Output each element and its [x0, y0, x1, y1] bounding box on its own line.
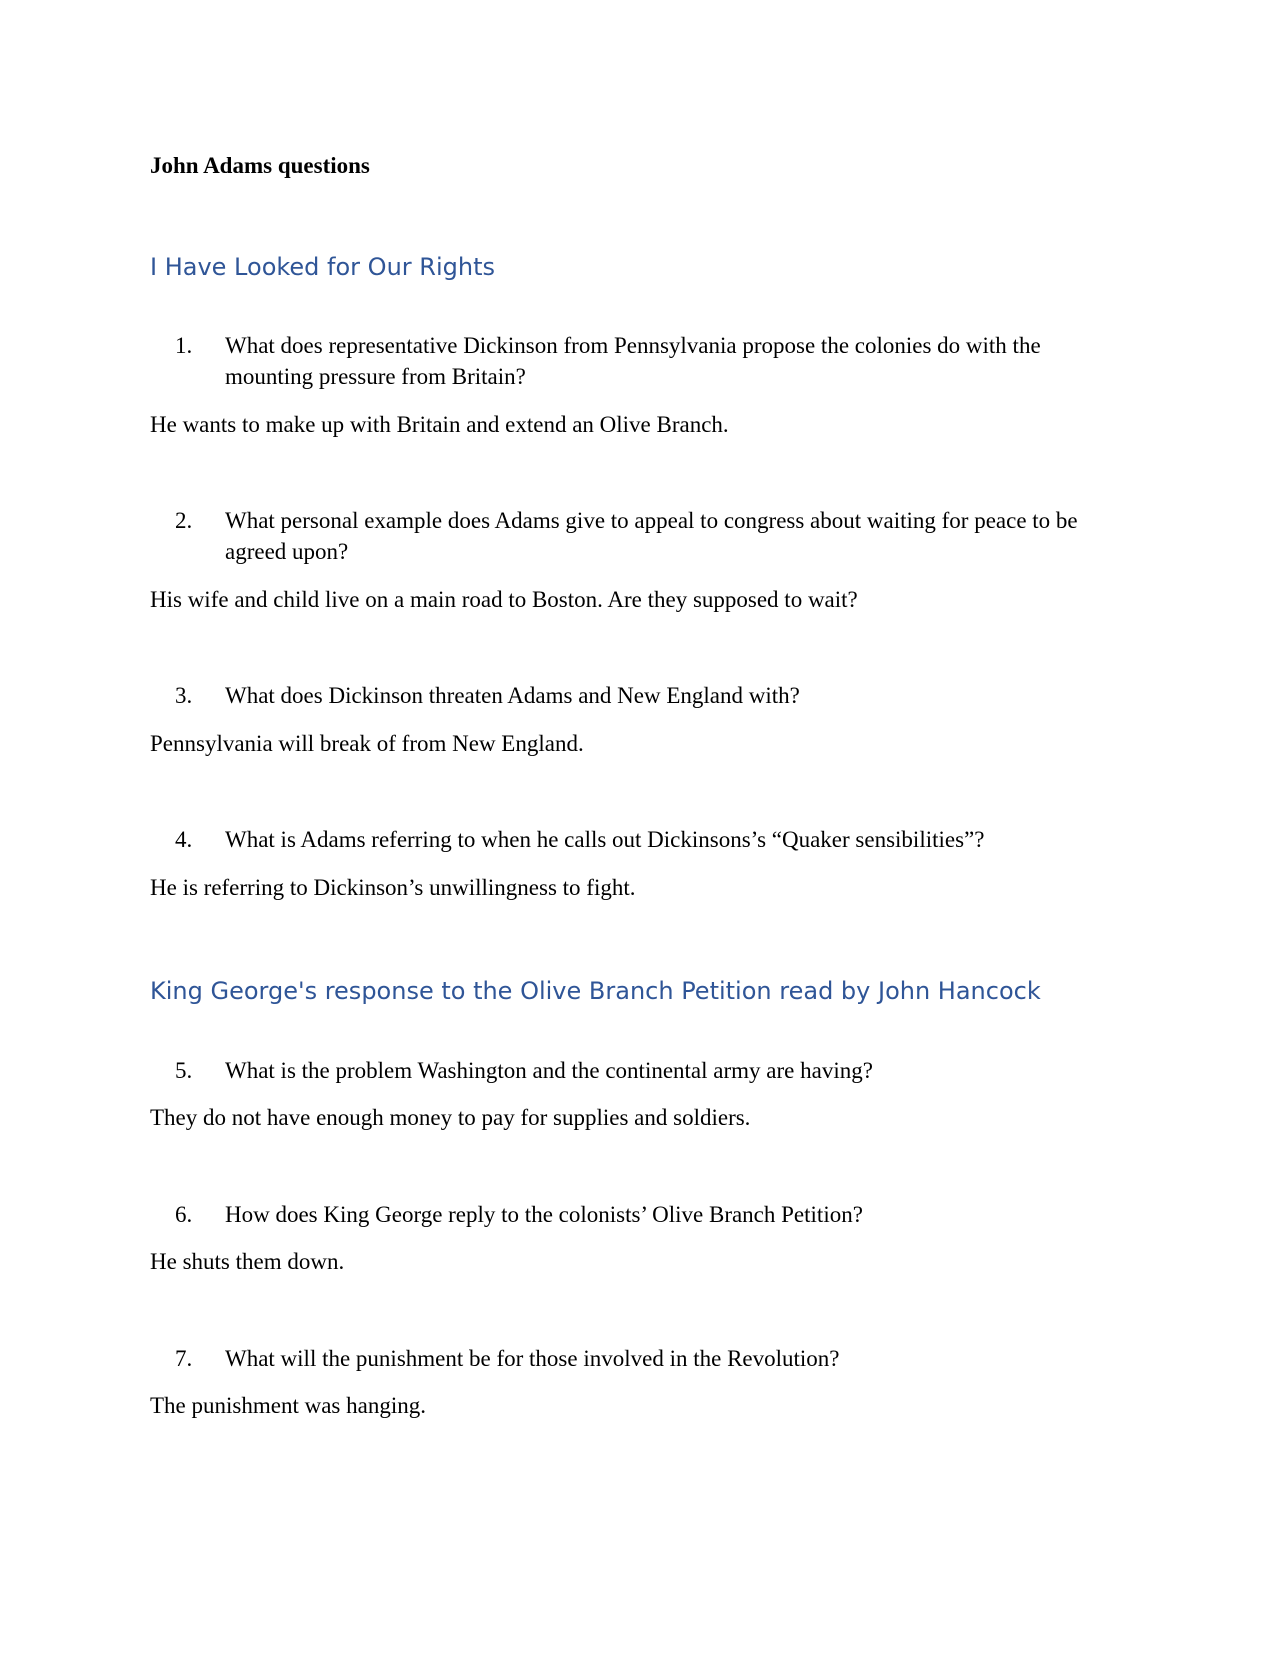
question-number: 2. [175, 508, 193, 533]
question-number: 7. [175, 1346, 193, 1371]
question-text: How does King George reply to the colonists’ Olive Branch Petition? [225, 1202, 863, 1227]
question-5 [150, 1055, 1130, 1086]
question-text: What personal example does Adams give to appeal to congress about waiting for peace to be agreed upon? [225, 508, 1078, 564]
answer-4: He is referring to Dickinson’s unwillingness to fight. [150, 875, 636, 900]
question-text: What does Dickinson threaten Adams and New England with? [225, 683, 800, 708]
question-text: What will the punishment be for those involved in the Revolution? [225, 1346, 840, 1371]
question-6 [150, 1199, 1130, 1230]
answer-6: He shuts them down. [150, 1249, 345, 1274]
section-heading-king-george: King George's response to the Olive Branch Petition read by John Hancock [150, 977, 1041, 1005]
question-7 [150, 1343, 1130, 1374]
question-number: 5. [175, 1058, 193, 1083]
question-number: 3. [175, 683, 193, 708]
question-2 [150, 505, 1130, 567]
answer-5: They do not have enough money to pay for supplies and soldiers. [150, 1105, 751, 1130]
document-title: John Adams questions [150, 153, 370, 178]
question-1 [150, 330, 1130, 392]
question-number: 1. [175, 333, 193, 358]
question-text: What does representative Dickinson from Pennsylvania propose the colonies do with the mounting pressure from Britain? [225, 333, 1041, 389]
answer-3: Pennsylvania will break of from New England. [150, 731, 584, 756]
question-number: 4. [175, 827, 193, 852]
answer-7: The punishment was hanging. [150, 1393, 426, 1418]
answer-2: His wife and child live on a main road to Boston. Are they supposed to wait? [150, 587, 858, 612]
question-text: What is Adams referring to when he calls out Dickinsons’s “Quaker sensibilities”? [225, 827, 985, 852]
section-heading-rights: I Have Looked for Our Rights [150, 253, 495, 281]
question-number: 6. [175, 1202, 193, 1227]
question-text: What is the problem Washington and the continental army are having? [225, 1058, 873, 1083]
answer-1: He wants to make up with Britain and extend an Olive Branch. [150, 412, 729, 437]
question-3 [150, 680, 1130, 711]
question-4 [150, 824, 1130, 855]
